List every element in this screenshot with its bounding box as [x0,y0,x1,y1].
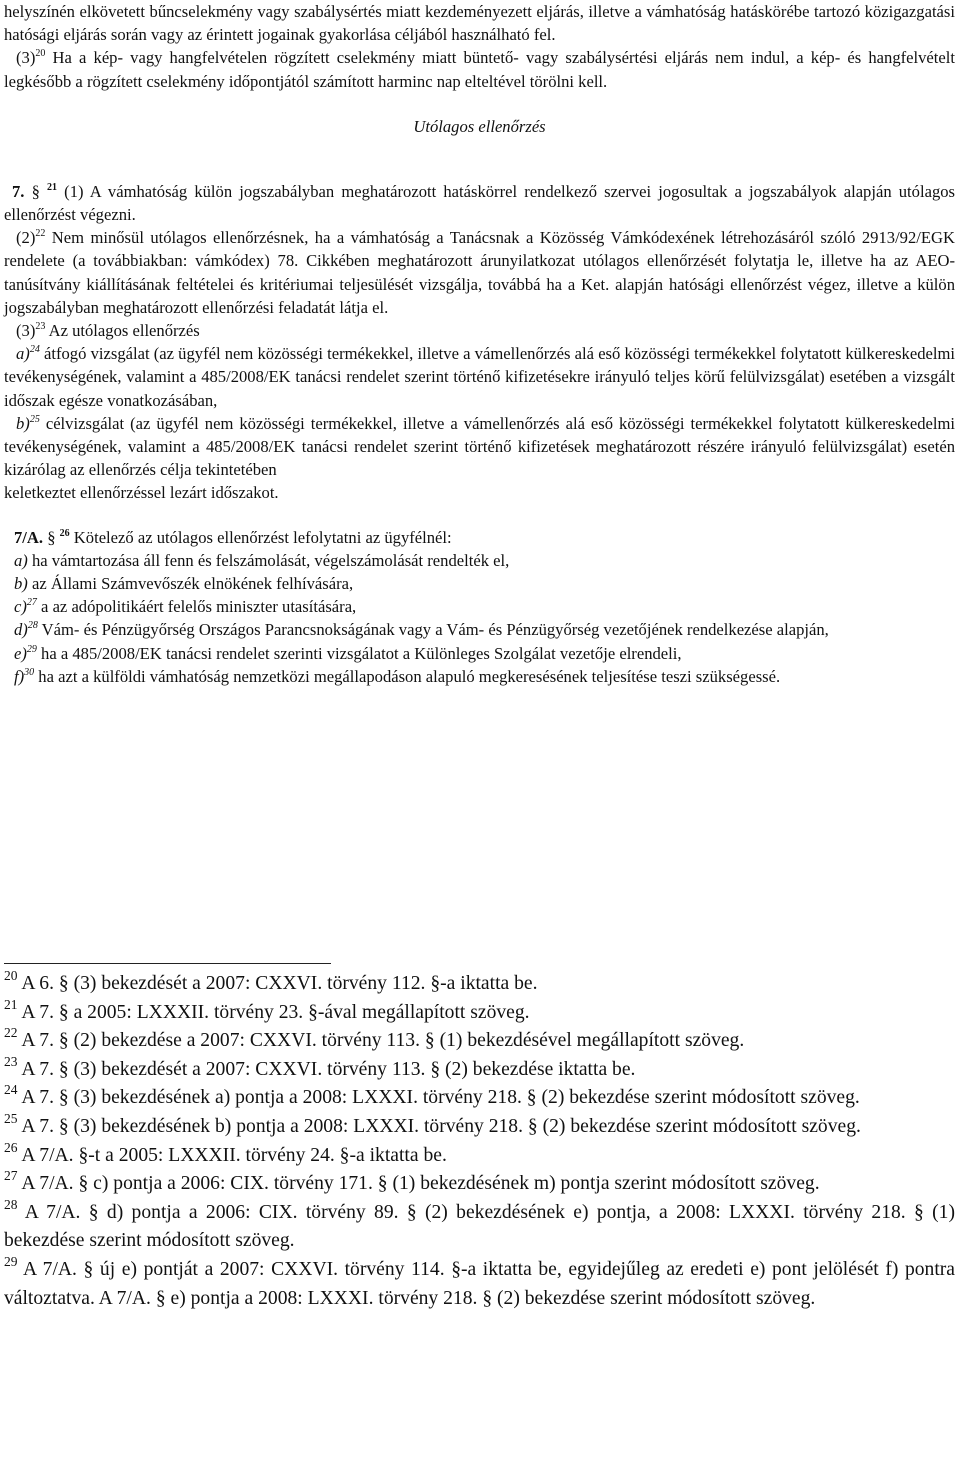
paragraph-7-1 [4,180,955,226]
footnote [4,996,955,1028]
paragraph-7-2 [4,226,955,319]
footnote-number: 26 [4,1139,18,1155]
footnote [4,1027,955,1056]
paragraph-number: (3) [16,48,36,68]
point-text: átfogó vizsgálat (az ügyfél nem közösségi termékekkel, illetve a vámellenőrzés alá eső közösségi termékekkel folytatott külkereskedelmi tevékenységének, valamint a 485/2008/EK tanácsi rendelet szerint történő kifizetésekre irányuló teljes körű felülvizsgálat) esetében a vizsgált időszak egésze vonatkozásában, [4,344,955,410]
footnotes [4,970,955,1313]
footnote-ref: 20 [35,48,46,60]
point-7a-c [4,595,955,618]
spacer [4,138,955,180]
footnote-number: 25 [4,1110,18,1126]
point-7a-f [4,665,955,688]
footnote-ref: 21 [47,181,58,193]
footnote-text: A 7/A. §-t a 2005: LXXXII. törvény 24. §-a iktatta be. [17,1144,447,1166]
point-text: ha vámtartozása áll fenn és felszámolását, végelszámolását rendelték el, [27,550,510,570]
footnote-text: A 7. § (3) bekezdésének b) pontja a 2008: LXXXI. törvény 218. § (2) bekezdése szerint módosított szöveg. [17,1115,861,1137]
paragraph-text: Az utólagos ellenőrzés [45,321,200,341]
point-text: az Állami Számvevőszék elnökének felhívására, [27,574,354,594]
footnote [4,1110,955,1142]
point-7-3-b [4,412,955,482]
point-text: ha a 485/2008/EK tanácsi rendelet szerinti vizsgálatot a Különleges Szolgálat vezetője elrendeli, [36,643,682,663]
paragraph-6-3 [4,46,955,92]
footnote-ref: 25 [29,413,40,425]
footnote-separator [4,963,331,964]
footnote [4,970,955,999]
section-mark: § [47,527,56,547]
point-label: d) [14,620,28,640]
paragraph-number: (3) [16,321,36,341]
footnote-number: 27 [4,1168,18,1184]
footnote-text: A 7. § (2) bekezdése a 2007: CXXVI. törvény 113. § (1) bekezdésével megállapított szöveg. [17,1030,745,1052]
point-label: a) [14,550,28,570]
footnote-number: 21 [4,996,18,1012]
point-label: e) [14,643,27,663]
paragraph-number: (2) [16,228,36,248]
footnote-number: 29 [4,1253,18,1269]
footnote-text: A 7/A. § új e) pontját a 2007: CXXVI. törvény 114. §-a iktatta be, egyidejűleg az eredeti e) pont jelölését f) pontra változtatva. A 7/A. § e) pontja a 2008: LXXXI. törvény 218. § (2) bekezdése szerint módosított szöveg. [4,1258,955,1309]
footnote-ref: 29 [26,643,37,655]
footnote [4,1053,955,1085]
point-text: Vám- és Pénzügyőrség Országos Parancsnokságának vagy a Vám- és Pénzügyőrség vezetőjének rendelkezése alapján, [37,620,829,640]
footnote [4,1253,955,1313]
paragraph-7-3-closing: keletkeztet ellenőrzéssel lezárt időszakot. [4,483,279,503]
point-7a-b [4,572,955,595]
footnote-text: A 7. § (3) bekezdésének a) pontja a 2008: LXXXI. törvény 218. § (2) bekezdése szerint módosított szöveg. [17,1087,860,1109]
footnote-text: A 7. § a 2005: LXXXII. törvény 23. §-ával megállapított szöveg. [17,1001,530,1023]
footnote [4,1170,955,1199]
point-7-3-a [4,342,955,412]
spacer [4,505,955,526]
footnote [4,1084,955,1113]
point-label: b) [16,413,30,433]
document-body [4,0,955,688]
point-label: f) [14,666,25,686]
point-label: c) [14,597,27,617]
footnote-ref: 27 [26,597,37,609]
point-text: célvizsgálat (az ügyfél nem közösségi termékekkel, illetve a vámellenőrzés alá eső közösségi termékekkel folytatott külkereskedelmi tevékenységének, valamint a 485/2008/EK tanácsi rendelet szerint történő kifizetések meghatározott részére irányuló felülvizsgálat) esetén kizárólag az ellenőrzés célja tekintetében [4,413,955,480]
point-label: b) [14,574,28,594]
point-7a-d [4,618,955,641]
section-number: 7. [12,181,25,201]
paragraph-text: Kötelező az utólagos ellenőrzést lefolytatni az ügyfélnél: [69,527,452,547]
section-mark: § [31,181,40,201]
paragraph-text: (1) A vámhatóság külön jogszabályban meghatározott hatáskörrel rendelkező szervei jogosultak a jogszabályok alapján utólagos ellenőrzést végezni. [4,181,955,225]
footnote-ref: 28 [27,620,38,632]
footnote-ref: 24 [29,344,40,356]
section-number: 7/A. [14,527,44,547]
point-7a-a [4,549,955,572]
point-text: ha azt a külföldi vámhatóság nemzetközi megállapodáson alapuló megkeresésének teljesítése teszi szükségessé. [34,666,781,686]
point-7a-e [4,642,955,665]
footnote-ref: 26 [59,527,70,539]
paragraph-continuation: helyszínén elkövetett bűncselekmény vagy szabálysértés miatt kezdeményezett eljárás, illetve a vámhatóság hatáskörébe tartozó közigazgatási hatósági eljárás során vagy az érintett jogainak gyakorlása céljából használható fel. [4,2,955,45]
paragraph-text: Nem minősül utólagos ellenőrzésnek, ha a vámhatóság a Tanácsnak a Közösség Vámkódexének létrehozásáról szóló 2913/92/EGK rendelete (a továbbiakban: vámkódex) 78. Cikkében meghatározott árunyilatkozat utólagos ellenőrzését folytatja le, illetve ha az AEO-tanúsítvány kiállításának feltételei és kritériumai teljesülését vizsgálja, továbbá ha a Ket. alapján hatósági ellenőrzést végez, illetve a külön jogszabályban meghatározott ellenőrzési feladatát látja el. [4,228,955,317]
point-text: a az adópolitikáért felelős miniszter utasítására, [36,597,357,617]
point-label: a) [16,344,30,364]
paragraph-7a [4,526,955,549]
paragraph-text: Ha a kép- vagy hangfelvételen rögzített cselekmény miatt büntető- vagy szabálysértési eljárás nem indul, a kép- és hangfelvételt legkésőbb a rögzített cselekmény időpontjától számított harminc nap elteltével törölni kell. [4,48,955,91]
footnote-text: A 6. § (3) bekezdését a 2007: CXXVI. törvény 112. §-a iktatta be. [17,973,538,994]
footnote [4,1139,955,1171]
footnote-ref: 30 [24,666,35,678]
footnote-number: 23 [4,1053,18,1069]
footnote-number: 20 [4,968,18,983]
paragraph-7-3 [4,319,955,342]
section-heading: Utólagos ellenőrzés [413,116,546,136]
footnote-text: A 7. § (3) bekezdését a 2007: CXXVI. törvény 113. § (2) bekezdése iktatta be. [17,1058,636,1080]
footnote [4,1196,955,1256]
footnote-number: 24 [4,1082,18,1098]
footnote-text: A 7/A. § c) pontja a 2006: CIX. törvény 171. § (1) bekezdésének m) pontja szerint módosított szöveg. [17,1173,820,1195]
footnote-ref: 22 [35,228,46,240]
footnote-ref: 23 [35,321,46,333]
footnote-text: A 7/A. § d) pontja a 2006: CIX. törvény 89. § (2) bekezdésének e) pontja, a 2008: LXXXI. törvény 218. § (1) bekezdése szerint módosított szöveg. [4,1201,955,1252]
footnote-number: 22 [4,1025,18,1041]
footnote-number: 28 [4,1196,18,1212]
